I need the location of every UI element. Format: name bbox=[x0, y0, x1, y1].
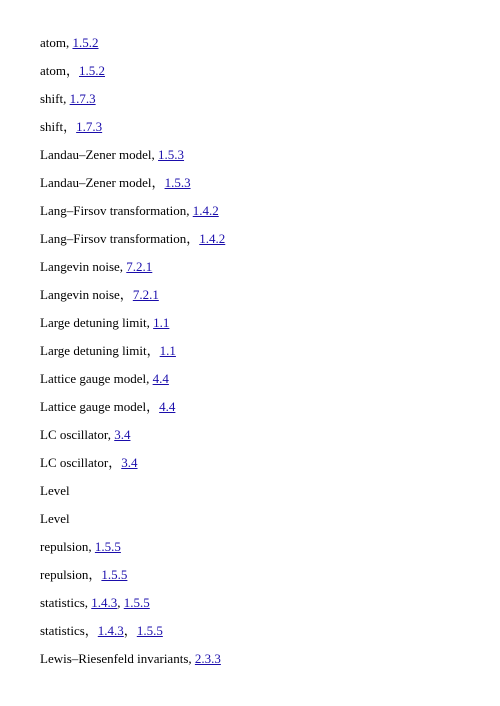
index-separator: ， bbox=[146, 399, 160, 414]
index-separator: , bbox=[88, 539, 95, 554]
index-separator: , bbox=[188, 651, 195, 666]
index-term: LC oscillator bbox=[40, 455, 109, 470]
index-term: Level bbox=[40, 511, 70, 526]
index-separator: , bbox=[117, 595, 124, 610]
index-entry bbox=[40, 511, 225, 539]
index-separator: , bbox=[186, 203, 193, 218]
index-separator: , bbox=[119, 259, 127, 274]
index-entry bbox=[40, 539, 225, 567]
index-entry bbox=[40, 427, 225, 455]
index-entry bbox=[40, 231, 225, 259]
index-separator: ， bbox=[123, 623, 137, 638]
section-ref-link[interactable]: 1.4.3 bbox=[91, 595, 118, 610]
index-term: Lattice gauge model bbox=[40, 371, 147, 386]
index-term: repulsion bbox=[40, 567, 89, 582]
index-entry bbox=[40, 651, 225, 679]
section-ref-link[interactable]: 1.1 bbox=[153, 315, 170, 330]
section-ref-link[interactable]: 1.5.2 bbox=[79, 63, 106, 78]
section-ref-link[interactable]: 1.4.2 bbox=[192, 203, 219, 218]
section-ref-link[interactable]: 1.4.2 bbox=[199, 231, 226, 246]
index-separator: , bbox=[66, 35, 73, 50]
index-term: Lang–Firsov transformation bbox=[40, 203, 187, 218]
index-term: Level bbox=[40, 483, 70, 498]
index-term: Landau–Zener model bbox=[40, 147, 152, 162]
index-entry bbox=[40, 175, 225, 203]
index-entry bbox=[40, 147, 225, 175]
index-entry bbox=[40, 343, 225, 371]
index-entry bbox=[40, 455, 225, 483]
index-term: Langevin noise bbox=[40, 287, 120, 302]
index-term: Lattice gauge model bbox=[40, 399, 147, 414]
index-term: statistics bbox=[40, 623, 85, 638]
index-entry bbox=[40, 623, 225, 651]
index-entry bbox=[40, 315, 225, 343]
index-separator: ， bbox=[151, 175, 165, 190]
section-ref-link[interactable]: 1.5.5 bbox=[94, 539, 121, 554]
section-ref-link[interactable]: 1.5.3 bbox=[164, 175, 191, 190]
index-separator: ， bbox=[84, 623, 98, 638]
index-entry bbox=[40, 595, 225, 623]
index-separator: , bbox=[151, 147, 159, 162]
index-entry bbox=[40, 567, 225, 595]
index-term: atom bbox=[40, 63, 66, 78]
index-entry bbox=[40, 203, 225, 231]
index-term: shift bbox=[40, 91, 64, 106]
index-separator: , bbox=[146, 371, 153, 386]
index-term: LC oscillator bbox=[40, 427, 108, 442]
index-term: Lewis–Riesenfeld invariants bbox=[40, 651, 189, 666]
index-entry bbox=[40, 35, 225, 63]
index-separator: ， bbox=[119, 287, 133, 302]
section-ref-link[interactable]: 7.2.1 bbox=[126, 259, 153, 274]
section-ref-link[interactable]: 3.4 bbox=[114, 427, 131, 442]
section-ref-link[interactable]: 1.7.3 bbox=[69, 91, 96, 106]
index-entry bbox=[40, 371, 225, 399]
index-term: Large detuning limit bbox=[40, 343, 147, 358]
index-entry bbox=[40, 63, 225, 91]
section-ref-link[interactable]: 2.3.3 bbox=[194, 651, 221, 666]
section-ref-link[interactable]: 1.5.2 bbox=[72, 35, 99, 50]
index-entry bbox=[40, 399, 225, 427]
index-separator: , bbox=[146, 315, 154, 330]
section-ref-link[interactable]: 1.1 bbox=[159, 343, 176, 358]
section-ref-link[interactable]: 4.4 bbox=[152, 371, 169, 386]
index-separator: ， bbox=[88, 567, 102, 582]
section-ref-link[interactable]: 1.5.5 bbox=[123, 595, 150, 610]
index-term: Landau–Zener model bbox=[40, 175, 152, 190]
section-ref-link[interactable]: 7.2.1 bbox=[132, 287, 159, 302]
index-separator: , bbox=[107, 427, 115, 442]
index-entry bbox=[40, 91, 225, 119]
index-term: repulsion bbox=[40, 539, 89, 554]
index-term: atom bbox=[40, 35, 66, 50]
index-separator: ， bbox=[108, 455, 122, 470]
index-entry bbox=[40, 483, 225, 511]
index-term: Lang–Firsov transformation bbox=[40, 231, 187, 246]
section-ref-link[interactable]: 1.4.3 bbox=[97, 623, 124, 638]
index-separator: , bbox=[63, 91, 70, 106]
section-ref-link[interactable]: 1.7.3 bbox=[76, 119, 103, 134]
section-ref-link[interactable]: 1.5.5 bbox=[136, 623, 163, 638]
index-separator: ， bbox=[66, 63, 80, 78]
index-separator: ， bbox=[63, 119, 77, 134]
section-ref-link[interactable]: 1.5.3 bbox=[158, 147, 185, 162]
index-separator: , bbox=[84, 595, 92, 610]
index-entry bbox=[40, 287, 225, 315]
index-separator: ， bbox=[146, 343, 160, 358]
index-entry bbox=[40, 119, 225, 147]
index-term: Langevin noise bbox=[40, 259, 120, 274]
index-term: Large detuning limit bbox=[40, 315, 147, 330]
index-list bbox=[40, 35, 225, 679]
section-ref-link[interactable]: 1.5.5 bbox=[101, 567, 128, 582]
section-ref-link[interactable]: 4.4 bbox=[159, 399, 176, 414]
index-entry bbox=[40, 259, 225, 287]
index-separator: ， bbox=[186, 231, 200, 246]
section-ref-link[interactable]: 3.4 bbox=[121, 455, 138, 470]
index-term: statistics bbox=[40, 595, 85, 610]
index-term: shift bbox=[40, 119, 64, 134]
